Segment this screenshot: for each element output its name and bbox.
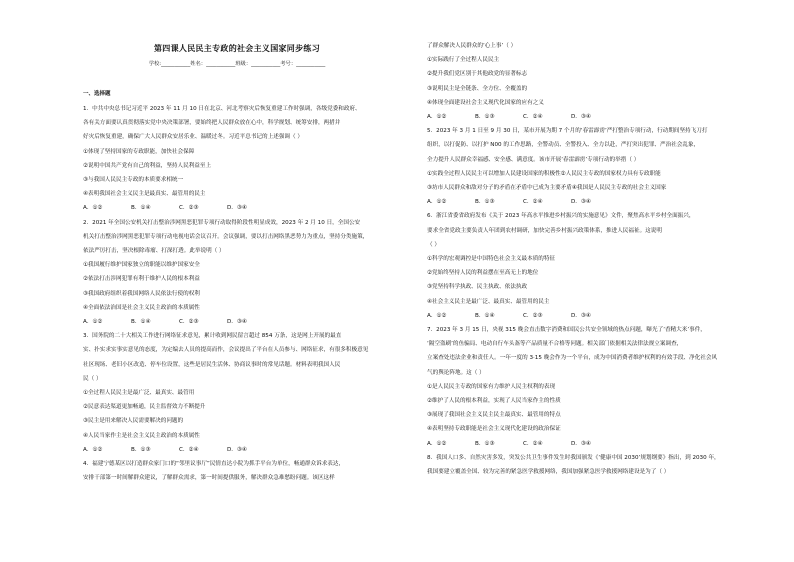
answer-choice[interactable]: A．①②	[83, 319, 103, 326]
statement-option: ④社会主义民主是最广泛、最真实、最管用的民主	[427, 298, 550, 305]
answer-choice[interactable]: D．③④	[227, 205, 247, 212]
question-stem-line: 全力提升人民群众幸福感、安全感、满意度。该市开展‘春雷霹雳’专项行动的举措（ ）	[427, 156, 640, 163]
question-stem-line: 民（ ）	[83, 375, 102, 382]
statement-option: ③与我国人民民主专政的本质要求相统一	[83, 177, 184, 184]
answer-choice[interactable]: C．②④	[523, 114, 543, 121]
statement-option: ④体现全面建设社会主义现代化国家的应有之义	[427, 99, 544, 106]
question-stem-line: 立案查处违法企业和责任人。一年一度的 3·15 晚会作为一个平台，成为中国消费者维护权利的有效手段、净化社会风	[427, 355, 718, 362]
question-stem-line: 4．福建宁德某区以打造群众家门口的“邻里议事厅”民情直达小院为抓手平台为单位，畅通群众诉求表达，	[83, 461, 345, 468]
answer-choices	[427, 437, 785, 451]
question-stem-line: 安排干部第一时间解群众建议，了解群众需求，第一时间提供服务，解决群众急难愁盼问题。该区这样	[83, 475, 335, 482]
answer-choice[interactable]: D．③④	[571, 199, 591, 206]
answer-choice[interactable]: A．①②	[83, 205, 103, 212]
question-stem-line: 6．浙江省委省政府发布《关于 2023 年高水平推进乡村振兴的实施意见》文件，聚焦高水平乡村全面振兴，	[427, 213, 695, 220]
answer-choice[interactable]: D．③④	[227, 446, 247, 453]
question-block	[427, 209, 785, 323]
statement-option: ①科学的宏观调控是中国特色社会主义最本质的特征	[427, 256, 556, 263]
answer-choice[interactable]: B．①④	[131, 319, 151, 326]
answer-choices	[427, 195, 785, 209]
question-stem-line: 各有关方面要认真贯彻落实党中央决策部署，要始终把人民群众放在心中，科学规划、统筹安排，两措并	[83, 120, 341, 127]
statement-option: ②说明中国共产党有自己的利益，坚持人民利益至上	[83, 162, 212, 169]
question-stem-line: 我国要建立覆盖全国、较为完善的紧急医学救援网络，我国加强紧急医学救援网络建设是为了（ ）	[427, 469, 670, 476]
statement-option: ③民主是用来解决人民需要解决的问题的	[83, 418, 184, 425]
question-block	[427, 323, 785, 451]
answer-choices	[427, 110, 785, 124]
answer-choice[interactable]: A．①②	[427, 440, 447, 447]
question-stem-line: 好灾后恢复重建，确保广大人民群众安居乐业、温暖过冬。习近平总书记的上述强调（ ）	[83, 134, 303, 141]
question-block	[83, 457, 389, 485]
statement-option: ③党坚持科学执政、民主执政、依法执政	[427, 284, 528, 291]
answer-choice[interactable]: B．①③	[475, 199, 495, 206]
statement-option: ④人民当家作主是社会主义民主政治的本质属性	[83, 432, 200, 439]
answer-choices	[427, 309, 785, 323]
question-stem-line: 机关打击整治涉网黑恶犯罪专项行动电视电话会议召开。会议强调，要以打击网络黑恶势力为重点，坚持分类施策，	[83, 233, 369, 240]
question-block	[83, 216, 389, 330]
answer-choice[interactable]: C．②④	[523, 199, 543, 206]
answer-choice[interactable]: A．①②	[427, 312, 447, 319]
statement-option: ①体现了坚持国家的专政职能，加快社会保障	[83, 148, 195, 155]
answer-choice[interactable]: B．①③	[131, 446, 151, 453]
answer-choice[interactable]: C．②③	[523, 312, 543, 319]
question-stem-line: 2．2021 年全国公安机关打击整治涉网黑恶犯罪专项行动取得阶段性明显成效，2023 年 2 月 10 日，全国公安	[83, 219, 361, 226]
statement-option: ③说明民主是全链条、全方位、全覆盖的	[427, 85, 528, 92]
answer-choice[interactable]: B．①④	[475, 312, 495, 319]
answer-choice[interactable]: A．①②	[83, 446, 103, 453]
answer-choice[interactable]: B．①④	[131, 205, 151, 212]
left-column	[83, 102, 389, 485]
right-column	[427, 39, 785, 479]
answer-choice[interactable]: C．②③	[179, 319, 199, 326]
answer-choices	[83, 315, 389, 329]
question-block	[427, 39, 785, 124]
question-stem-line: 8．我国人口多、自然灾害多发，突发公共卫生事件发生时我国颁发《‘健康中国 2030’规划纲要》指出，到 2030 年，	[427, 454, 720, 461]
answer-choice[interactable]: D．③④	[571, 440, 591, 447]
statement-option: ②党始终坚持人民的利益摆在至高无上的地位	[427, 270, 539, 277]
answer-choice[interactable]: B．①③	[475, 440, 495, 447]
question-block	[427, 451, 785, 479]
answer-choice[interactable]: D．③④	[571, 312, 591, 319]
statement-option: ①实际践行了全过程人民民主	[427, 57, 500, 64]
question-stem-line: 组织，以打促防、以打护 N00 的工作思路，全警动员、全警投入、全力以赴，严打突出犯罪、严治社会乱象，	[427, 142, 700, 149]
answer-choice[interactable]: C．②④	[179, 446, 199, 453]
question-block	[83, 102, 389, 216]
question-stem-line: （ ）	[427, 241, 440, 248]
student-info-line: 学校:___________姓名：___________班级：___________考号：___________	[148, 61, 326, 67]
statement-option: ③展现了我国社会主义民主民主最真实、最管用的特点	[427, 412, 561, 419]
answer-choice[interactable]: A．①②	[427, 199, 447, 206]
statement-option: ④表明坚持专政职能是社会主义现代化建设的政治保证	[427, 426, 561, 433]
question-stem-line: 实、扑实求实事实意见的态度，为定编去人员的提高而作，会议提出了平台在人员参与、网络征求，有很多积极意见	[83, 347, 369, 354]
statement-option: ①我国履行维护国家独立的职能以维护国家安全	[83, 262, 200, 269]
statement-option: ②维护了人民的根本利益，实现了人民当家作主的性质	[427, 398, 561, 405]
question-stem-line: 要求全省党政主要负责人年团到农村调研，加快完善乡村振兴政策体系，推进人民福祉。这说明	[427, 227, 662, 234]
answer-choice[interactable]: D．③④	[571, 114, 591, 121]
question-stem-line: 气的舆论阵地。这（ ）	[427, 369, 485, 376]
statement-option: ④全面依法治国是社会主义民主政治的本质属性	[83, 304, 200, 311]
question-stem-line: 依法严厉打击，坚决根除毒瘤、打深打透。此举说明（ ）	[83, 248, 225, 255]
question-stem-line: ‘隔空盗刷’的鱼骗局、电动自行车头盔等产品质量不合格等问题。相关部门依据相关法律法规立案调查，	[427, 341, 683, 348]
question-stem-line: 3．国务院的二十大相关工作进行网络征求意见，累计收到网民留言超过 854 万条，这是网上开展的最直	[83, 333, 342, 340]
statement-option: ③坊市人民群众和敌对分子的矛盾在矛盾中已成为主要矛盾④我国是人民民主专政的社会主义国家	[427, 185, 667, 192]
statement-option: ③我国政府组织着我国网络人民依法行使的权利	[83, 290, 200, 297]
statement-option: ②提升我们党区别于其他政党的显著标志	[427, 71, 528, 78]
question-stem-line: 1．中共中央总书记习近平 2023 年 11 月 10 日在北京、河北考察灾后恢复重建工作时强调，各级党委和政府、	[83, 106, 361, 112]
statement-option: ④表明我国社会主义民主是最真实、最管用的民主	[83, 191, 206, 198]
question-stem-line: 了群众解决人民群众的‘心上事’（ ）	[427, 43, 517, 49]
answer-choice[interactable]: D．③④	[227, 319, 247, 326]
statement-option: ②依法打击涉网犯罪有利于维护人民的根本利益	[83, 276, 200, 283]
section-heading: 一、选择题	[83, 91, 111, 97]
question-stem-line: 社区现场、老旧小区改造、停车位设置，这些是居民生活休、协商议事时的常见话题。材料表明我国人民	[83, 361, 341, 368]
answer-choice[interactable]: B．①③	[475, 114, 495, 121]
answer-choices	[83, 443, 389, 457]
statement-option: ①是人民民主专政的国家有力维护人民主权利的表现	[427, 383, 556, 390]
answer-choice[interactable]: C．②④	[523, 440, 543, 447]
statement-option: ①全过程人民民主是最广泛、最真实、最管用	[83, 390, 195, 397]
answer-choices	[83, 201, 389, 215]
statement-option: ②民意表达渠道更加畅通，民主监督效力不断提升	[83, 404, 206, 411]
question-stem-line: 7．2023 年 3 月 15 日，央视 315 晚会直击数字消费和国民公共安全领域的热点问题，曝光了‘香精大米’事件，	[427, 327, 706, 334]
question-block	[83, 329, 389, 457]
question-block	[427, 124, 785, 209]
answer-choice[interactable]: A．①②	[427, 114, 447, 121]
answer-choice[interactable]: C．②③	[179, 205, 199, 212]
question-stem-line: 5．2023 年 3 月 1 日至 9 月 30 日，某市开展为期 7 个月的‘春雷霹雳’严打整治专项行动，行动期间坚持飞刀打	[427, 128, 708, 135]
page-title: 第四课人民民主专政的社会主义国家同步练习	[154, 44, 320, 53]
statement-option: ①实践全过程人民民主可以增加人民建设国家的积极性②人民民主专政的国家权力具有专政职能	[427, 170, 661, 177]
